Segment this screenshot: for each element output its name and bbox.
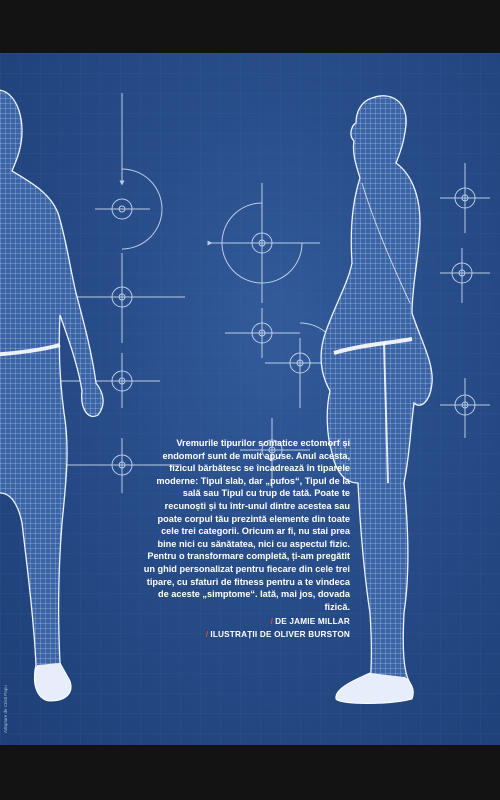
bottom-black-band	[0, 745, 500, 800]
article-intro	[140, 437, 350, 642]
illustration-credit-line	[140, 629, 350, 642]
top-black-band	[0, 0, 500, 53]
slash-mark: /	[205, 629, 209, 639]
byline: DE JAMIE MILLAR	[275, 617, 350, 627]
credits	[140, 616, 350, 641]
side-credit: Adaptare de Cristi Papu	[3, 685, 8, 733]
illustration-credit: ILUSTRAȚII DE OLIVER BURSTON	[210, 629, 350, 639]
slash-mark: /	[270, 617, 274, 627]
byline-line	[140, 616, 350, 629]
intro-paragraph: Vremurile tipurilor somatice ectomorf și endomorf sunt de mult apuse. Anul acesta, fizicul bărbătesc se încadrează în tiparele moderne: Tipul slab, dar „pufos“, Tipul de la sală sau Tipul cu trup de tată. Poate te recunoști și tu într-unul dintre acestea sau poate corpul tău prezintă elemente din toate cele trei categorii. Oricum ar fi, nu stai prea bine nici cu sănătatea, nici cu aspectul fizic. Pentru o transformare completă, ți-am pregătit un ghid personalizat pentru fiecare din cele trei tipare, cu sfaturi de fitness pentru a te vindeca de aceste „simptome“. Iată, mai jos, dovada fizică.	[143, 438, 350, 612]
